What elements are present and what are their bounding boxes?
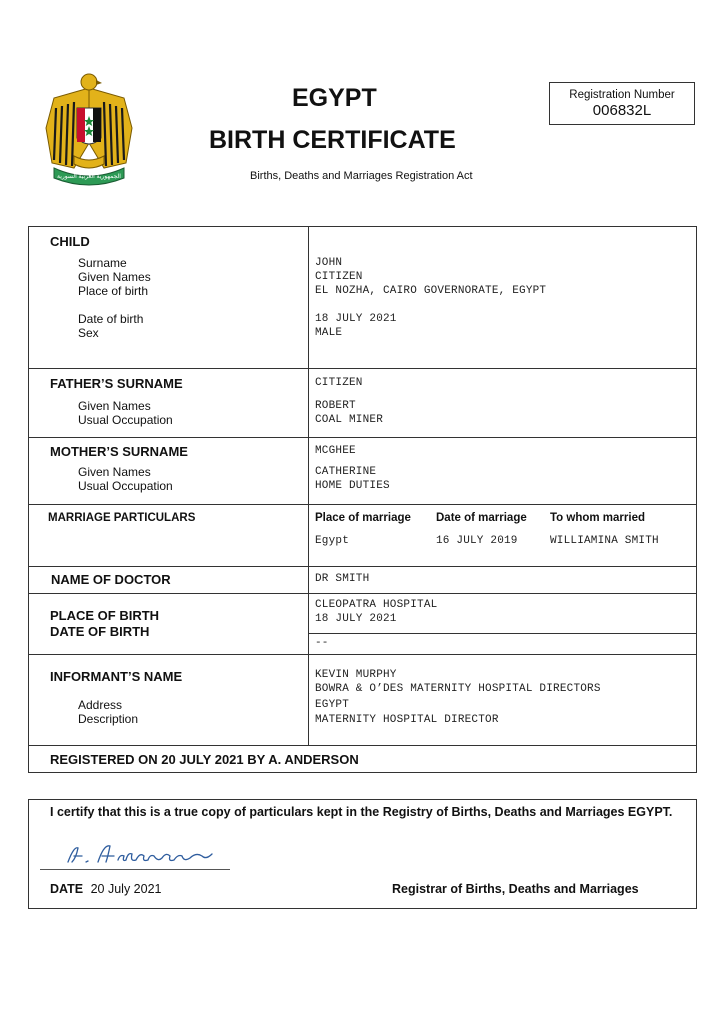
place-of-birth-heading: PLACE OF BIRTH <box>50 608 160 623</box>
father-occupation-label: Usual Occupation <box>78 413 173 427</box>
father-heading: FATHER’S SURNAME <box>50 376 183 391</box>
row-divider <box>28 566 697 567</box>
emblem-ribbon-text: الجمهورية العربية السورية <box>57 174 121 180</box>
row-divider <box>28 745 697 746</box>
row-divider <box>28 504 697 505</box>
child-date-of-birth-value: 18 JULY 2021 <box>315 313 397 325</box>
informant-line2-value: BOWRA & O’DES MATERNITY HOSPITAL DIRECTORS <box>315 683 601 695</box>
certification-text: I certify that this is a true copy of particulars kept in the Registry of Births, Deaths and Marriages EGYPT. <box>50 805 673 819</box>
child-place-of-birth-value: EL NOZHA, CAIRO GOVERNORATE, EGYPT <box>315 285 547 297</box>
signature-line <box>40 869 230 870</box>
child-heading: CHILD <box>50 234 90 249</box>
row-divider <box>28 593 697 594</box>
registration-label: Registration Number <box>569 89 675 101</box>
date-label: DATE <box>50 882 84 896</box>
child-sex-label: Sex <box>78 326 99 340</box>
marriage-place-column-header: Place of marriage <box>315 512 411 524</box>
registration-number: 006832L <box>592 102 652 119</box>
father-surname-value: CITIZEN <box>315 377 363 389</box>
father-occupation-value: COAL MINER <box>315 414 384 426</box>
column-divider <box>308 226 309 566</box>
certificate-title: BIRTH CERTIFICATE <box>209 126 456 154</box>
child-given-names-value: CITIZEN <box>315 271 363 283</box>
place-of-birth-value: CLEOPATRA HOSPITAL <box>315 599 438 611</box>
mother-occupation-value: HOME DUTIES <box>315 480 390 492</box>
informant-address-value: EGYPT <box>315 699 350 711</box>
signature-icon <box>62 838 222 870</box>
birth-extra-value: -- <box>315 637 329 649</box>
father-given-names-label: Given Names <box>78 399 151 413</box>
informant-address-label: Address <box>78 698 123 712</box>
child-date-of-birth-label: Date of birth <box>78 312 144 326</box>
child-place-of-birth-label: Place of birth <box>78 284 149 298</box>
date-value: 20 July 2021 <box>90 882 162 896</box>
marriage-whom-value: WILLIAMINA SMITH <box>550 535 659 547</box>
country-title: EGYPT <box>292 84 377 112</box>
date-of-birth-heading: DATE OF BIRTH <box>50 624 150 639</box>
mother-given-names-value: CATHERINE <box>315 466 377 478</box>
marriage-whom-column-header: To whom married <box>550 512 645 524</box>
registration-number-box <box>549 82 695 125</box>
marriage-heading: MARRIAGE PARTICULARS <box>48 512 196 524</box>
doctor-value: DR SMITH <box>315 573 370 585</box>
informant-heading: INFORMANT’S NAME <box>50 669 183 684</box>
child-surname-value: JOHN <box>315 257 343 269</box>
row-divider <box>308 633 697 634</box>
certification-date <box>50 882 161 896</box>
doctor-heading: NAME OF DOCTOR <box>51 572 171 587</box>
date-of-birth-value: 18 JULY 2021 <box>315 613 397 625</box>
row-divider <box>28 437 697 438</box>
mother-surname-value: MCGHEE <box>315 445 356 457</box>
registrar-title: Registrar of Births, Deaths and Marriages <box>392 882 639 896</box>
row-divider <box>28 654 697 655</box>
marriage-date-column-header: Date of marriage <box>436 512 527 524</box>
eagle-emblem-icon <box>44 68 134 188</box>
mother-heading: MOTHER’S SURNAME <box>50 444 188 459</box>
informant-name-value: KEVIN MURPHY <box>315 669 397 681</box>
marriage-place-value: Egypt <box>315 535 350 547</box>
row-divider <box>28 368 697 369</box>
child-sex-value: MALE <box>315 327 343 339</box>
child-given-names-label: Given Names <box>78 270 151 284</box>
mother-given-names-label: Given Names <box>78 465 151 479</box>
mother-occupation-label: Usual Occupation <box>78 479 173 493</box>
registered-statement: REGISTERED ON 20 JULY 2021 BY A. ANDERSON <box>50 752 359 767</box>
informant-description-value: MATERNITY HOSPITAL DIRECTOR <box>315 714 499 726</box>
marriage-date-value: 16 JULY 2019 <box>436 535 518 547</box>
father-given-names-value: ROBERT <box>315 400 356 412</box>
informant-description-label: Description <box>78 712 139 726</box>
child-surname-label: Surname <box>78 256 127 270</box>
act-subtitle: Births, Deaths and Marriages Registration Act <box>250 170 473 182</box>
